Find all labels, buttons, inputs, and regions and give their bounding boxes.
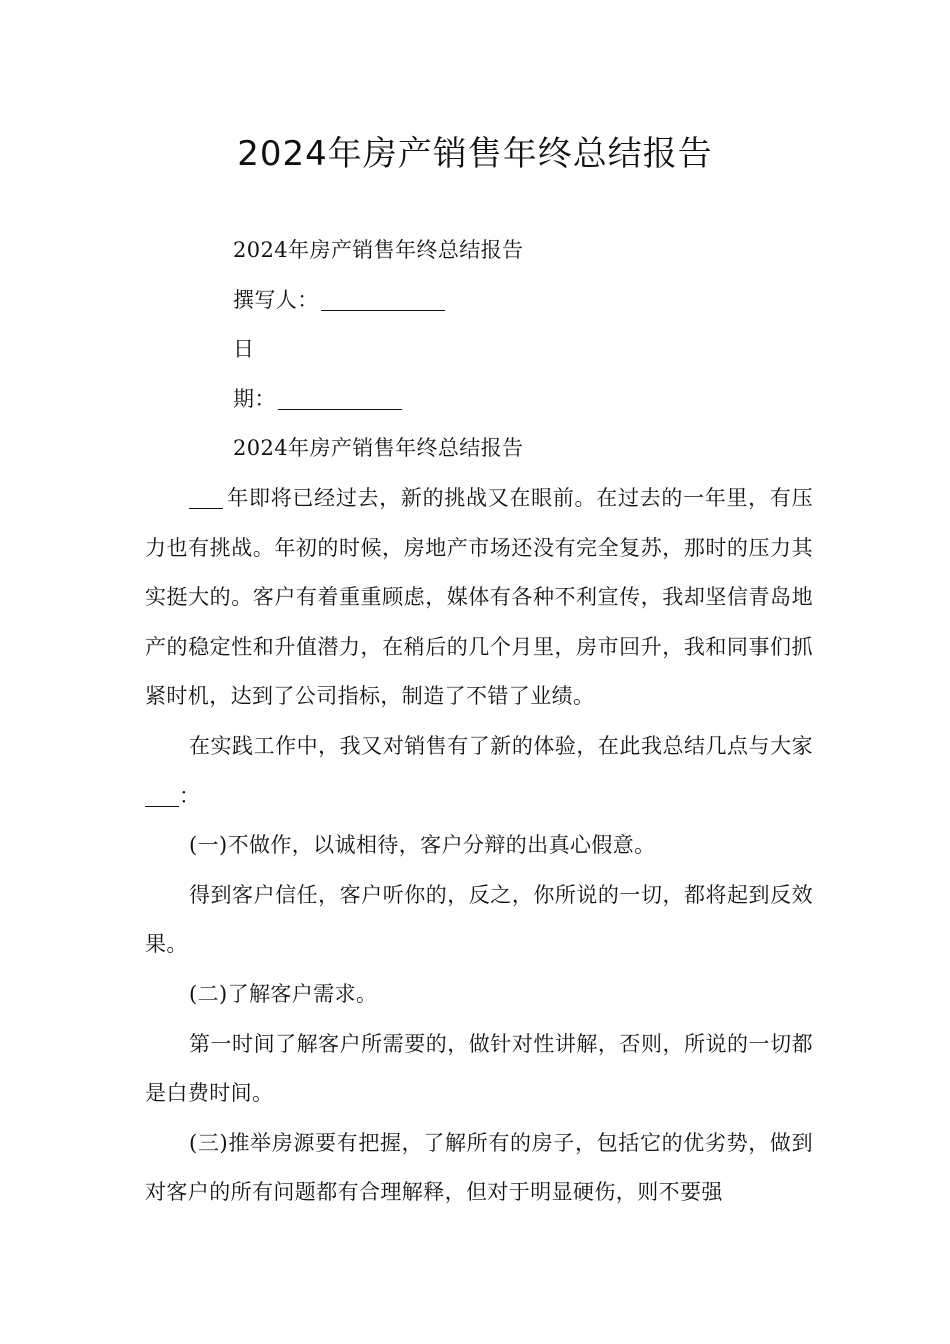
subtitle-repeat-line (145, 424, 813, 474)
date-line-2 (145, 375, 813, 425)
point-two-heading: (二)了解客户需求。 (189, 981, 378, 1006)
paragraph-intro (145, 474, 813, 722)
subtitle-repeat-text: 2024年房产销售年终总结报告 (233, 436, 524, 461)
paragraph-experience-colon: ： (179, 783, 201, 808)
share-blank (145, 784, 179, 807)
point-one-body: 得到客户信任，客户听你的，反之，你所说的一切，都将起到反效果。 (145, 882, 813, 957)
paragraph-experience (145, 722, 813, 821)
document-title: 2024年房产销售年终总结报告 (237, 134, 713, 174)
date-label-part1: 日 (233, 337, 255, 362)
date-label-part2: 期： (233, 386, 276, 411)
author-blank (321, 288, 445, 311)
point-one-heading: (一)不做作，以诚相待，客户分辩的出真心假意。 (189, 833, 656, 858)
date-line-1 (145, 325, 813, 375)
year-blank (189, 486, 223, 509)
paragraph-intro-text: 年即将已经过去，新的挑战又在眼前。在过去的一年里，有压力也有挑战。年初的时候，房地产市场还没有完全复苏，那时的压力其实挺大的。客户有着重重顾虑，媒体有各种不利宣传，我却坚信青岛地产的稳定性和升值潜力，在稍后的几个月里，房市回升，我和同事们抓紧时机，达到了公司指标，制造了不错了业绩。 (145, 485, 813, 709)
point-three-body: (三)推举房源要有把握，了解所有的房子，包括它的优劣势，做到对客户的所有问题都有合理解释，但对于明显硬伤，则不要强 (145, 1130, 813, 1205)
author-line (145, 276, 813, 326)
date-blank (278, 387, 402, 410)
point-two-body: 第一时间了解客户所需要的，做针对性讲解，否则，所说的一切都是白费时间。 (145, 1031, 813, 1106)
document-body (145, 226, 813, 1218)
subtitle-text: 2024年房产销售年终总结报告 (233, 238, 524, 262)
subtitle-line (145, 226, 813, 276)
author-label: 撰写人： (233, 287, 319, 312)
paragraph-experience-text: 在实践工作中，我又对销售有了新的体验，在此我总结几点与大家 (189, 733, 813, 758)
